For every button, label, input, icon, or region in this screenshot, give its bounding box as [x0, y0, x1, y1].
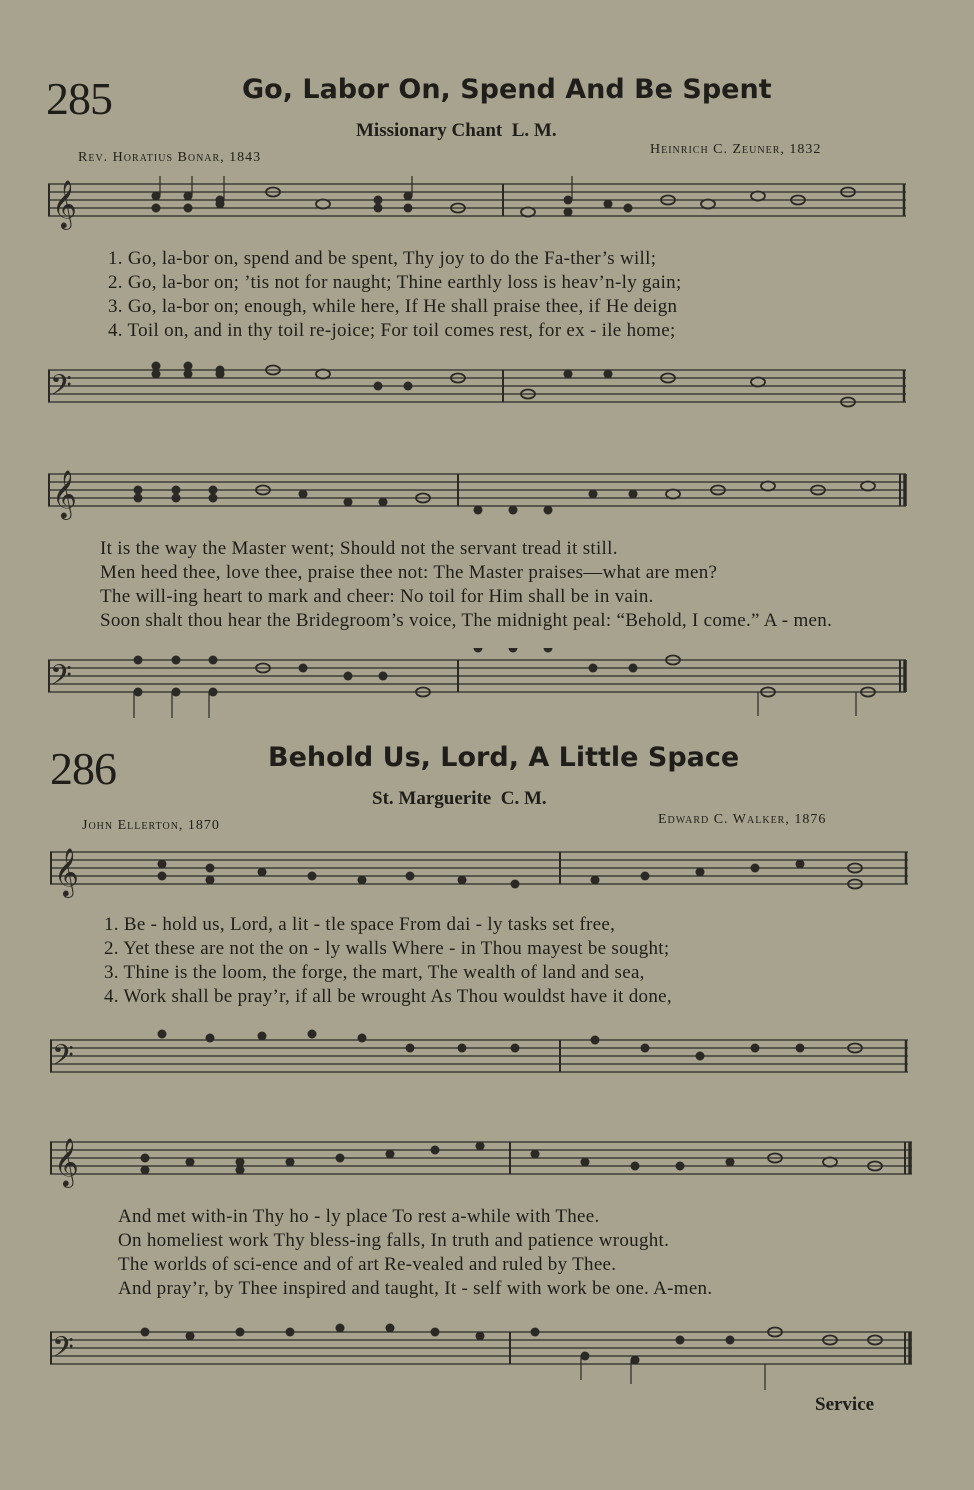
treble-staff: [50, 1134, 916, 1194]
tune-name: [372, 788, 547, 810]
svg-text:𝄞: 𝄞: [54, 847, 79, 896]
hymn-title: Behold Us, Lord, A Little Space: [268, 742, 740, 773]
svg-text:𝄢: 𝄢: [52, 1331, 74, 1371]
page-footer: Service: [815, 1394, 875, 1415]
verse-line: The will-ing heart to mark and cheer: No toil for Him shall be in vain.: [100, 586, 654, 607]
treble-staff: [48, 466, 908, 526]
hymn-number: 285: [46, 73, 112, 124]
treble-staff: [48, 176, 908, 236]
verse-line: 4. Work shall be pray’r, if all be wrought As Thou wouldst have it done,: [104, 986, 672, 1007]
tune-label: St. Marguerite: [372, 788, 492, 809]
meter-label: C. M.: [500, 788, 547, 809]
verse-line: And met with-in Thy ho - ly place To rest a-while with Thee.: [118, 1206, 600, 1227]
verse-line: 4. Toil on, and in thy toil re-joice; For toil comes rest, for ex - ile home;: [108, 320, 676, 341]
verse-line: The worlds of sci-ence and of art Re-vealed and ruled by Thee.: [118, 1254, 617, 1275]
verse-line: On homeliest work Thy bless-ing falls, In truth and patience wrought.: [118, 1230, 670, 1251]
verse-line: 2. Yet these are not the on - ly walls Where - in Thou mayest be sought;: [104, 938, 670, 959]
tune-name: [356, 120, 557, 142]
svg-text:𝄞: 𝄞: [52, 469, 77, 518]
svg-text:𝄢: 𝄢: [50, 659, 72, 699]
verse-line: 3. Thine is the loom, the forge, the mart, The wealth of land and sea,: [104, 962, 645, 983]
bass-staff: [48, 360, 908, 426]
tune-label: Missionary Chant: [356, 120, 503, 141]
bass-staff: [50, 1028, 912, 1094]
verse-line: Men heed thee, love thee, praise thee not: The Master praises—what are men?: [100, 562, 718, 583]
verse-line: 3. Go, la-bor on; enough, while here, If He shall praise thee, if He deign: [108, 296, 678, 317]
verse-line: Soon shalt thou hear the Bridegroom’s voice, The midnight peal: “Behold, I come.” A - men.: [100, 610, 833, 631]
composer-credit: Heinrich C. Zeuner, 1832: [650, 142, 822, 157]
svg-text:𝄢: 𝄢: [50, 369, 72, 409]
svg-text:𝄞: 𝄞: [52, 179, 77, 228]
meter-label: L. M.: [511, 120, 557, 141]
author-credit: John Ellerton, 1870: [82, 818, 220, 833]
treble-staff: [50, 844, 912, 904]
bass-staff: [50, 1320, 916, 1390]
composer-credit: Edward C. Walker, 1876: [658, 812, 827, 827]
hymn-title: Go, Labor On, Spend And Be Spent: [242, 74, 772, 105]
hymn-number: 286: [50, 743, 116, 794]
bass-staff: [48, 648, 910, 718]
svg-text:𝄞: 𝄞: [54, 1137, 79, 1186]
verse-line: It is the way the Master went; Should not the servant tread it still.: [100, 538, 618, 559]
verse-line: And pray’r, by Thee inspired and taught, It - self with work be one. A-men.: [118, 1278, 713, 1299]
verse-line: 1. Be - hold us, Lord, a lit - tle space From dai - ly tasks set free,: [104, 914, 616, 935]
verse-line: 1. Go, la-bor on, spend and be spent, Thy joy to do the Fa-ther’s will;: [108, 248, 657, 269]
verse-line: 2. Go, la-bor on; ’tis not for naught; Thine earthly loss is heav’n-ly gain;: [108, 272, 682, 293]
author-credit: Rev. Horatius Bonar, 1843: [78, 150, 262, 165]
svg-text:𝄢: 𝄢: [52, 1039, 74, 1079]
